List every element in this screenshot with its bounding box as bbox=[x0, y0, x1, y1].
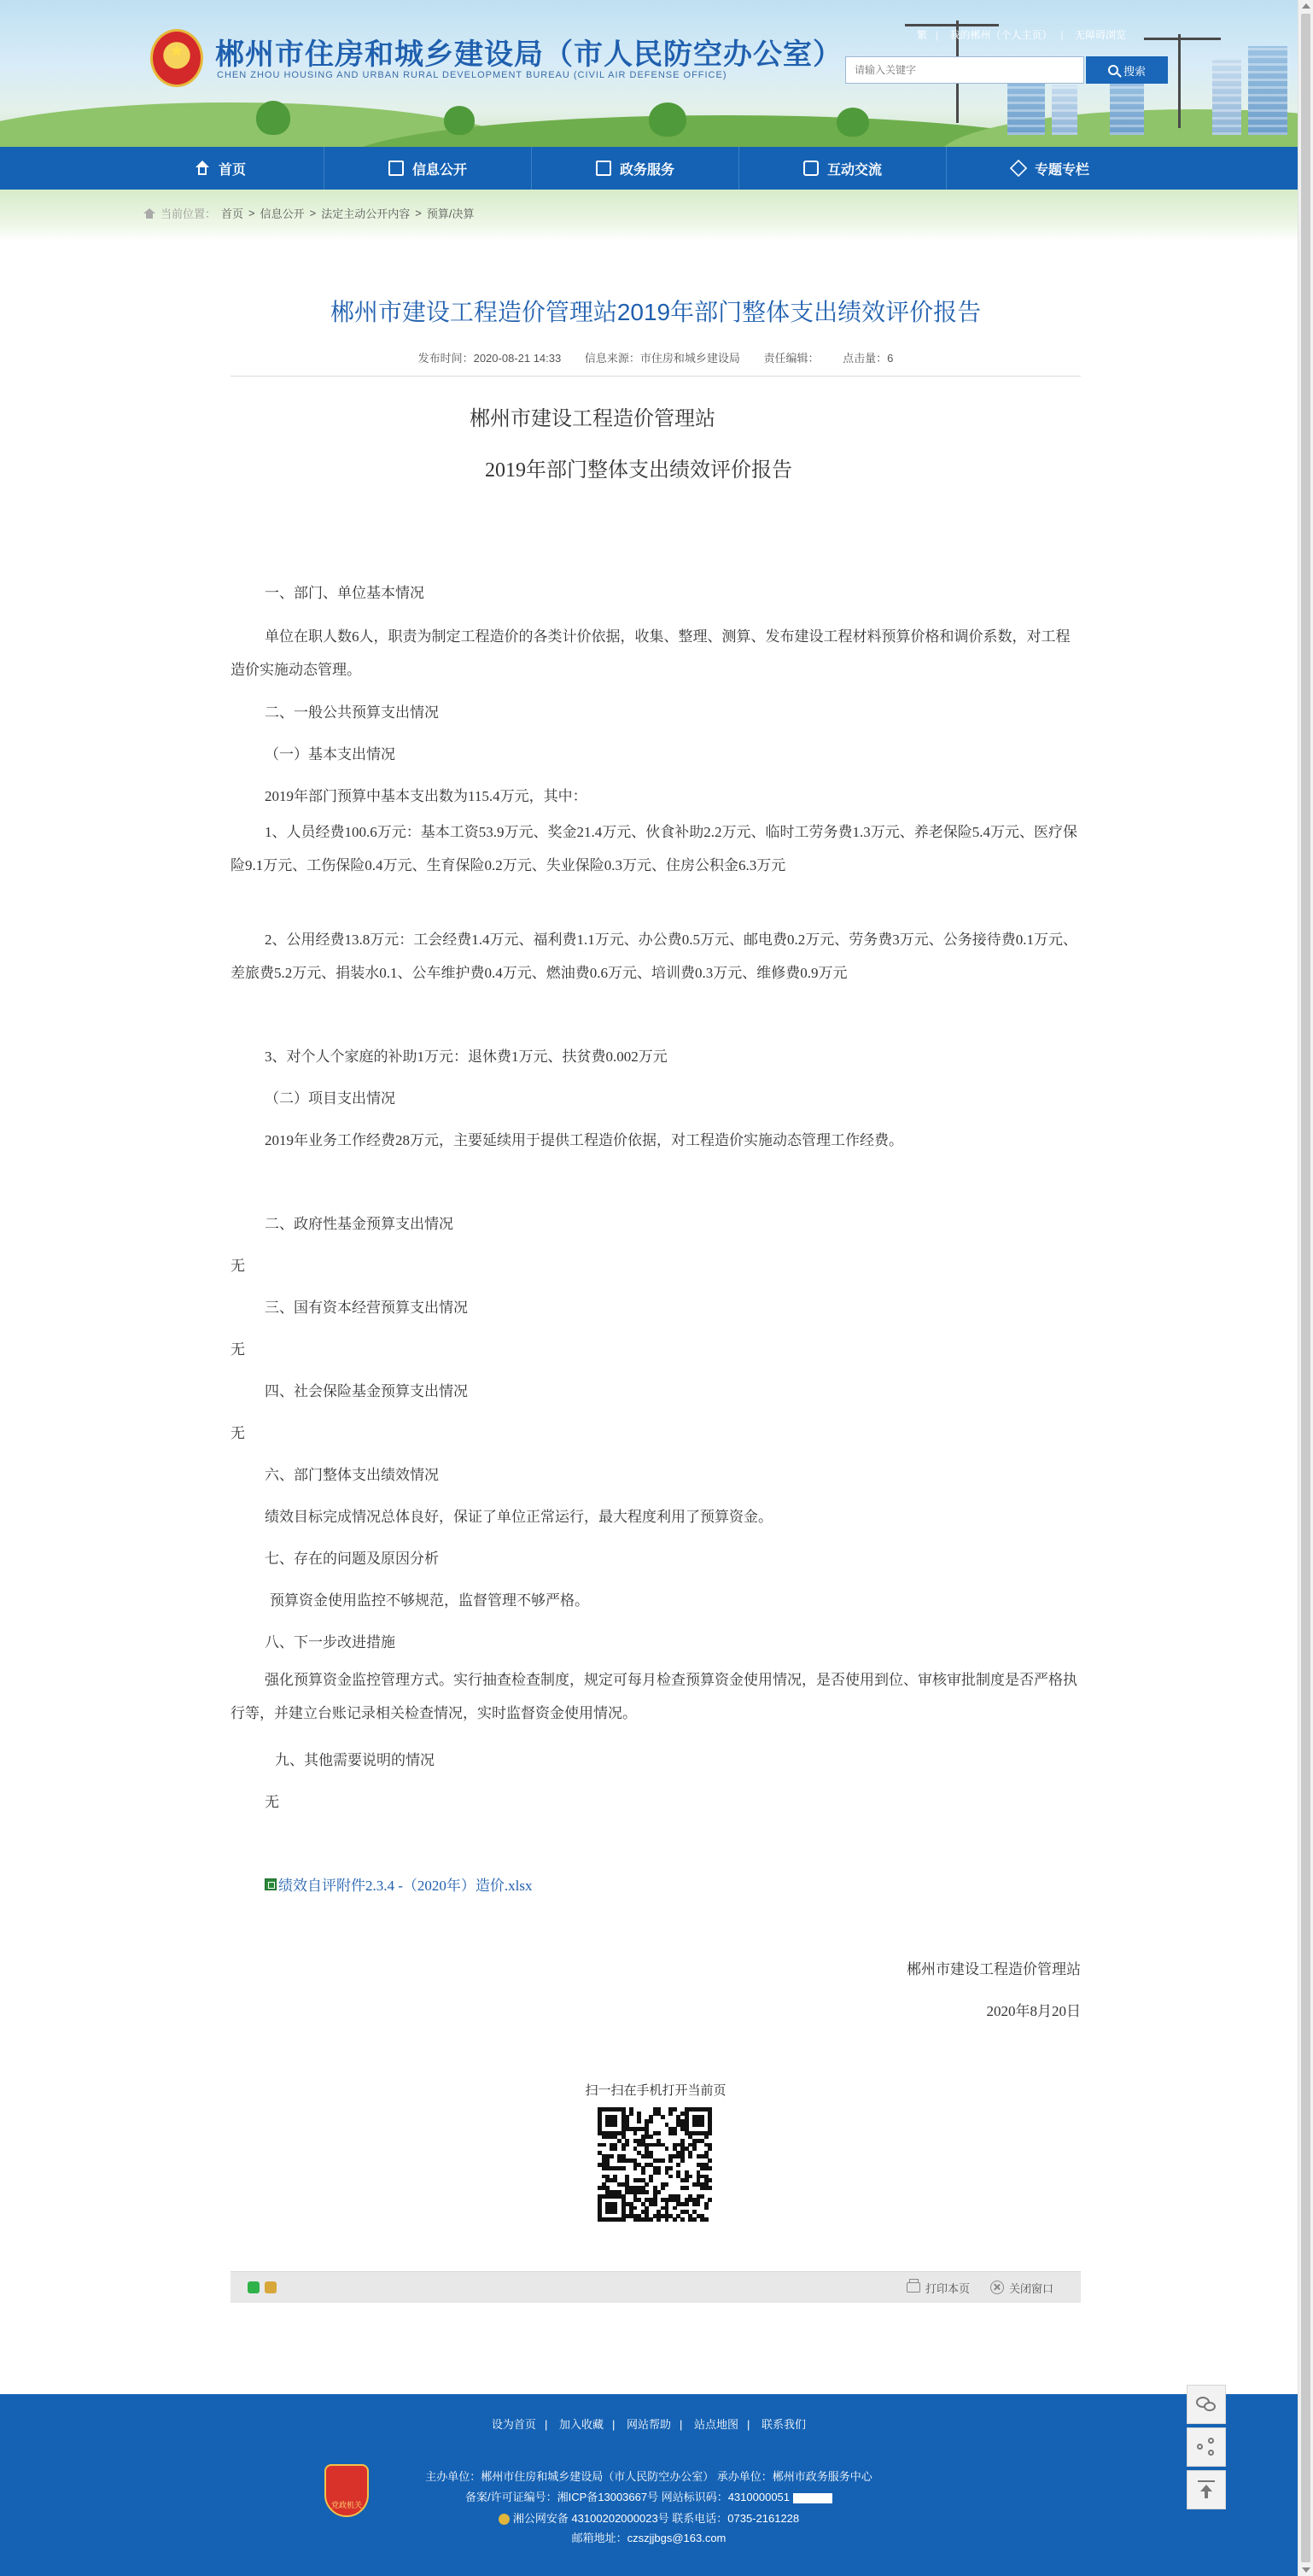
qr-module bbox=[688, 2175, 692, 2179]
search-button[interactable] bbox=[1086, 56, 1168, 84]
back-to-top-button[interactable] bbox=[1187, 2470, 1226, 2509]
section-heading: 四、社会保险基金预算支出情况 bbox=[265, 1383, 468, 1399]
qr-module bbox=[621, 2147, 626, 2151]
search-button-label: 搜索 bbox=[1123, 64, 1146, 78]
qr-module bbox=[708, 2186, 712, 2190]
qr-module bbox=[680, 2217, 685, 2222]
qr-module bbox=[665, 2147, 669, 2151]
site-title: 郴州市住房和城乡建设局（市人民防空办公室） bbox=[215, 38, 843, 71]
footer-email: 邮箱地址：czszjjbgs@163.com bbox=[571, 2532, 727, 2544]
qr-module bbox=[708, 2166, 712, 2170]
document-icon bbox=[388, 161, 404, 176]
share-float-button[interactable] bbox=[1187, 2427, 1226, 2467]
paragraph: 强化预算资金监控管理方式。实行抽查检查制度，规定可每月检查预算资金使用情况，是否使用到位、审核审批制度是否严格执行等，并建立台账记录相关检查情况，实时监督资金使用情况。 bbox=[231, 1672, 1077, 1721]
divider bbox=[231, 376, 1081, 377]
search-icon bbox=[1108, 65, 1118, 75]
site-header bbox=[0, 0, 1298, 147]
my-chenzhou-link[interactable]: 我的郴州（个人主页） bbox=[949, 29, 1053, 41]
qr-module bbox=[708, 2178, 712, 2182]
qr-module bbox=[602, 2143, 606, 2147]
section-heading: 八、下一步改进措施 bbox=[265, 1634, 395, 1650]
qr-module bbox=[656, 2131, 661, 2135]
footer-link-sitemap[interactable]: 站点地图 bbox=[694, 2418, 739, 2431]
footer-link-contact[interactable]: 联系我们 bbox=[762, 2418, 807, 2431]
scroll-thumb[interactable] bbox=[1301, 14, 1310, 2562]
traditional-chinese-link[interactable]: 繁 bbox=[917, 29, 928, 41]
nav-item-special-topics[interactable] bbox=[947, 147, 1153, 190]
home-icon bbox=[143, 208, 155, 219]
share-icon bbox=[1197, 2438, 1216, 2456]
footer-icp bbox=[0, 2488, 1298, 2504]
qr-module bbox=[673, 2131, 677, 2135]
responsible-editor: 责任编辑： bbox=[763, 352, 820, 365]
chat-icon bbox=[803, 161, 819, 176]
nav-item-label: 专题专栏 bbox=[1034, 162, 1089, 178]
certification-icon[interactable] bbox=[793, 2493, 832, 2503]
footer-link-favorite[interactable]: 加入收藏 bbox=[558, 2418, 604, 2431]
publish-time: 发布时间：2020-08-21 14:33 bbox=[417, 352, 562, 365]
qr-module bbox=[633, 2131, 638, 2135]
badge-text: 党政机关 bbox=[330, 2501, 362, 2509]
page-scrollbar[interactable] bbox=[1298, 0, 1313, 2576]
attachment-label: 绩效自评附件2.3.4 -（2020年）造价.xlsx bbox=[278, 1878, 533, 1894]
home-icon bbox=[195, 161, 210, 176]
nav-item-label: 首页 bbox=[218, 162, 246, 178]
site-footer bbox=[0, 2394, 1298, 2576]
qr-module bbox=[649, 2135, 653, 2139]
qr-module bbox=[704, 2217, 709, 2222]
qr-module bbox=[656, 2217, 661, 2222]
doc-heading-org: 郴州市建设工程造价管理站 bbox=[470, 408, 715, 430]
layers-icon bbox=[1010, 160, 1027, 177]
attachment-link[interactable] bbox=[265, 1873, 533, 1895]
nav-item-label: 互动交流 bbox=[826, 162, 882, 178]
article-title: 郴州市建设工程造价管理站2019年部门整体支出绩效评价报告 bbox=[330, 299, 982, 325]
qr-module bbox=[700, 2123, 704, 2127]
close-window-button[interactable] bbox=[990, 2272, 1053, 2303]
qr-module bbox=[613, 2123, 617, 2127]
qr-module bbox=[673, 2217, 677, 2222]
qr-module bbox=[685, 2202, 689, 2206]
qr-module bbox=[708, 2131, 712, 2135]
qr-module bbox=[637, 2119, 641, 2123]
paragraph: 绩效目标完成情况总体良好，保证了单位正常运行，最大程度利用了预算资金。 bbox=[265, 1509, 773, 1525]
hit-count: 点击量：6 bbox=[843, 352, 894, 365]
qr-module bbox=[661, 2158, 665, 2163]
police-badge-icon bbox=[499, 2514, 510, 2525]
info-source: 信息来源：市住房和城乡建设局 bbox=[584, 352, 740, 365]
doc-heading-report: 2019年部门整体支出绩效评价报告 bbox=[485, 459, 792, 482]
qr-module bbox=[708, 2158, 712, 2163]
qr-module bbox=[708, 2198, 712, 2202]
footer-police bbox=[0, 2509, 1298, 2526]
qr-module bbox=[661, 2115, 665, 2119]
paragraph: 2019年业务工作经费28万元，主要延续用于提供工程造价依据，对工程造价实施动态管理工作经费。 bbox=[265, 1132, 903, 1148]
section-heading: 二、一般公共预算支出情况 bbox=[265, 704, 439, 721]
section-heading: （二）项目支出情况 bbox=[265, 1090, 395, 1107]
search-input[interactable] bbox=[845, 56, 1084, 84]
top-links: 繁 | 我的郴州（个人主页） | 无障碍浏览 bbox=[917, 29, 1126, 41]
back-to-top-icon bbox=[1198, 2480, 1215, 2499]
footer-links: 设为首页 | 加入收藏 | 网站帮助 | 站点地图 | 联系我们 bbox=[491, 2418, 807, 2431]
qzone-share-icon[interactable] bbox=[265, 2281, 277, 2293]
qr-module bbox=[692, 2147, 697, 2151]
section-heading: 一、部门、单位基本情况 bbox=[265, 585, 424, 601]
qr-module bbox=[700, 2194, 704, 2199]
qr-module bbox=[668, 2166, 673, 2170]
paragraph: 2019年部门预算中基本支出数为115.4万元，其中： bbox=[265, 788, 587, 804]
qr-module bbox=[649, 2178, 653, 2182]
scroll-down-arrow-icon[interactable] bbox=[1302, 2567, 1310, 2573]
qr-module bbox=[668, 2112, 673, 2116]
qr-module bbox=[668, 2158, 673, 2163]
qr-module bbox=[661, 2186, 665, 2190]
qr-module bbox=[697, 2202, 701, 2206]
qr-module bbox=[641, 2170, 645, 2175]
nav-item-info-disclosure[interactable] bbox=[324, 147, 532, 190]
breadcrumb-separator: > bbox=[309, 207, 317, 219]
qr-module bbox=[688, 2154, 692, 2158]
qr-module bbox=[704, 2135, 709, 2139]
paragraph: 单位在职人数6人，职责为制定工程造价的各类计价依据，收集、整理、测算、发布建设工程材料预算价格和调价系数，对工程造价实施动态管理。 bbox=[231, 628, 1071, 678]
footer-sponsor: 主办单位：郴州市住房和城乡建设局（市人民防空办公室） 承办单位：郴州市政务服务中心 bbox=[425, 2470, 872, 2483]
breadcrumb-item-budget[interactable]: 预算/决算 bbox=[426, 207, 475, 220]
qr-module bbox=[610, 2154, 614, 2158]
qr-module bbox=[676, 2163, 680, 2167]
qr-module bbox=[708, 2147, 712, 2151]
qr-module bbox=[673, 2206, 677, 2211]
qr-module bbox=[645, 2182, 649, 2187]
qr-code bbox=[598, 2107, 712, 2222]
paragraph: 3、对个人个家庭的补助1万元：退休费1万元、扶贫费0.002万元 bbox=[265, 1049, 668, 1065]
qr-module bbox=[613, 2147, 617, 2151]
breadcrumb bbox=[143, 205, 474, 221]
national-emblem-logo: ★ bbox=[150, 29, 203, 87]
qr-module bbox=[685, 2186, 689, 2190]
print-label: 打印本页 bbox=[925, 2281, 971, 2295]
breadcrumb-separator: > bbox=[248, 207, 255, 219]
paragraph: 无 bbox=[231, 1425, 245, 1441]
print-button[interactable] bbox=[907, 2272, 970, 2303]
qr-module bbox=[656, 2170, 661, 2175]
qr-module bbox=[613, 2210, 617, 2214]
nav-item-home[interactable] bbox=[117, 147, 324, 190]
qr-module bbox=[673, 2107, 677, 2112]
qr-module bbox=[629, 2112, 633, 2116]
close-icon bbox=[990, 2281, 1004, 2294]
printer-icon bbox=[907, 2282, 920, 2293]
nav-item-gov-service[interactable] bbox=[532, 147, 739, 190]
qr-module bbox=[621, 2217, 626, 2222]
paragraph: 无 bbox=[231, 1258, 245, 1274]
footer-police-text: 湘公网安备 43100202000023号 联系电话：0735-2161228 bbox=[512, 2512, 800, 2525]
qr-module bbox=[633, 2166, 638, 2170]
qr-module bbox=[649, 2119, 653, 2123]
qr-module bbox=[625, 2143, 629, 2147]
qr-module bbox=[649, 2217, 653, 2222]
nav-item-interaction[interactable] bbox=[739, 147, 947, 190]
qr-module bbox=[668, 2175, 673, 2179]
section-heading: 二、政府性基金预算支出情况 bbox=[265, 1216, 453, 1232]
qr-label: 扫一扫在手机打开当前页 bbox=[585, 2083, 727, 2098]
section-heading: 三、国有资本经营预算支出情况 bbox=[265, 1300, 468, 1316]
government-service-icon bbox=[596, 161, 611, 176]
close-label: 关闭窗口 bbox=[1009, 2281, 1054, 2295]
accessibility-link[interactable]: 无障碍浏览 bbox=[1074, 29, 1126, 41]
scroll-up-arrow-icon[interactable] bbox=[1302, 3, 1310, 9]
qr-module bbox=[633, 2206, 638, 2211]
qr-module bbox=[621, 2166, 626, 2170]
qr-module bbox=[645, 2190, 649, 2194]
signature-org: 郴州市建设工程造价管理站 bbox=[907, 1961, 1081, 1977]
section-heading: 九、其他需要说明的情况 bbox=[275, 1752, 435, 1768]
section-heading: （一）基本支出情况 bbox=[265, 746, 395, 762]
qr-module bbox=[653, 2202, 657, 2206]
qr-module bbox=[692, 2217, 697, 2222]
excel-file-icon bbox=[265, 1878, 277, 1890]
qr-module bbox=[680, 2158, 685, 2163]
nav-item-label: 信息公开 bbox=[411, 162, 467, 178]
paragraph: 2、公用经费13.8万元：工会经费1.4万元、福利费1.1万元、办公费0.5万元、邮电费0.2万元、劳务费3万元、公务接待费0.1万元、差旅费5.2万元、捐装水0.1、公车维护费0.4万元、燃油费0.6万元、培训费0.3万元、维修费0.9万元 bbox=[231, 932, 1077, 981]
signature-date: 2020年8月20日 bbox=[986, 2003, 1081, 2019]
paragraph: 1、人员经费100.6万元：基本工资53.9万元、奖金21.4万元、伙食补助2.2万元、临时工劳务费1.3万元、养老保险5.4万元、医疗保险9.1万元、工伤保险0.4万元、生育保险0.2万元、失业保险0.3万元、住房公积金6.3万元 bbox=[231, 824, 1077, 873]
main-nav bbox=[0, 147, 1298, 190]
wechat-float-button[interactable] bbox=[1187, 2385, 1226, 2424]
qr-module bbox=[665, 2217, 669, 2222]
paragraph: 无 bbox=[265, 1794, 279, 1810]
qr-module bbox=[656, 2190, 661, 2194]
breadcrumb-prefix: 当前位置： bbox=[160, 207, 217, 220]
paragraph: 无 bbox=[231, 1341, 245, 1358]
breadcrumb-item-statutory[interactable]: 法定主动公开内容 bbox=[321, 207, 411, 220]
wechat-icon bbox=[1196, 2397, 1217, 2412]
nav-item-label: 政务服务 bbox=[619, 162, 674, 178]
site-subtitle: CHEN ZHOU HOUSING AND URBAN RURAL DEVELOPMENT BUREAU (CIVIL AIR DEFENSE OFFICE) bbox=[217, 70, 727, 80]
section-heading: 七、存在的问题及原因分析 bbox=[265, 1551, 439, 1567]
article-meta bbox=[231, 349, 1081, 365]
qr-module bbox=[704, 2206, 709, 2211]
wechat-share-icon[interactable] bbox=[248, 2281, 260, 2293]
footer-link-set-home[interactable]: 设为首页 bbox=[491, 2418, 536, 2431]
breadcrumb-item-home[interactable]: 首页 bbox=[221, 207, 244, 220]
footer-icp-text: 备案/许可证编号：湘ICP备13003667号 网站标识码：4310000051 bbox=[464, 2491, 791, 2503]
breadcrumb-separator: > bbox=[415, 207, 422, 219]
qr-module bbox=[665, 2182, 669, 2187]
article-toolbar bbox=[231, 2271, 1081, 2303]
breadcrumb-item-info[interactable]: 信息公开 bbox=[260, 207, 305, 220]
section-heading: 六、部门整体支出绩效情况 bbox=[265, 1467, 439, 1483]
footer-link-help[interactable]: 网站帮助 bbox=[626, 2418, 671, 2431]
qr-module bbox=[685, 2178, 689, 2182]
paragraph: 预算资金使用监控不够规范，监督管理不够严格。 bbox=[270, 1592, 589, 1609]
